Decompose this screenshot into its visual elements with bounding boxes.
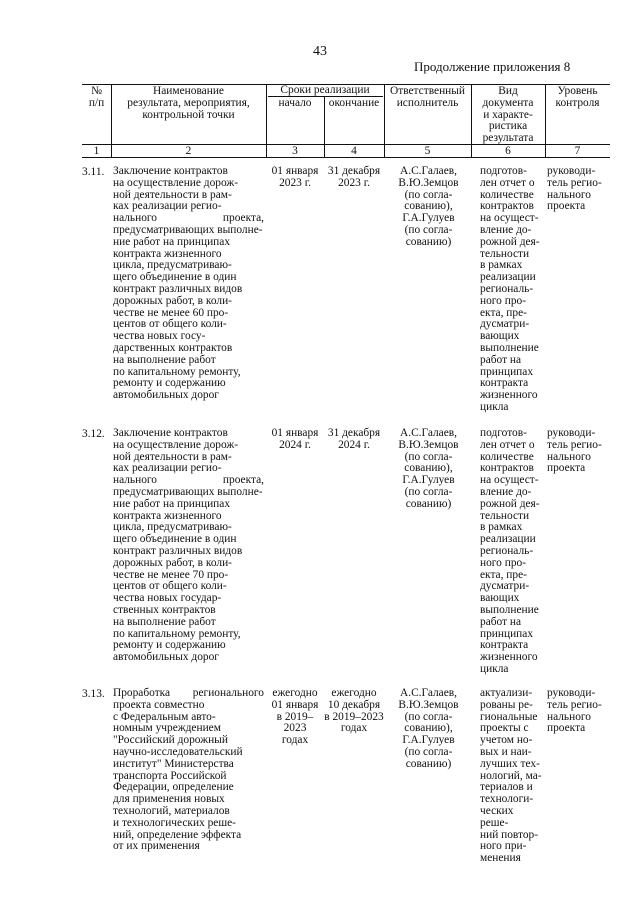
row-control: руководи- тель регио- нального проекта xyxy=(547,427,602,475)
row-name: Заключение контрактов на осуществление дорож- ной деятельности в рам- ках реализации регио- нального проекта, предусматривающих выполне- ние работ на принципах контракта жизненного цикла, предусматриваю- щего объединение в один контракт различных видов дорожных работ, в коли- честве не менее 70 про- центов от общего коли- чества новых государ- ственных контрактов на выполнение работ по капитальному ремонту, ремонту и содержанию автомобильных дорог xyxy=(113,427,264,664)
header-col-end: окончание xyxy=(328,97,380,109)
row-executor: А.С.Галаев, В.Ю.Земцов (по согла- сованию), Г.А.Гулуев (по согла- сованию) xyxy=(398,165,459,248)
row-number: 3.11. xyxy=(82,166,105,178)
row-document: подготов- лен отчет о количестве контрактов на осущест- вление до- рожной дея- тельности в рамках реализации региональ- ного про- екта, пре- дусматри- вающих выполнение работ на принципах контракта жизненного цикла xyxy=(480,165,540,413)
column-number-5: 5 xyxy=(424,145,431,157)
row-end-date: 31 декабря 2024 г. xyxy=(327,427,381,451)
row-control: руководи- тель регио- нального проекта xyxy=(547,165,602,213)
row-end-date: ежегодно 10 декабря в 2019–2023 годах xyxy=(324,687,384,735)
header-timeframe-group: Сроки реализации xyxy=(280,84,370,96)
page-number: 43 xyxy=(313,44,327,59)
header-col-start: начало xyxy=(278,97,312,109)
row-start-date: 01 января 2023 г. xyxy=(271,165,319,189)
header-col-document: Вид документа и характе- ристика результата xyxy=(482,85,534,145)
column-number-4: 4 xyxy=(351,145,357,157)
row-control: руководи- тель регио- нального проекта xyxy=(547,687,602,735)
row-number: 3.12. xyxy=(82,428,105,440)
header-col-executor: Ответственный исполнитель xyxy=(389,85,466,109)
header-col-name: Наименование результата, мероприятия, контрольной точки xyxy=(127,85,250,121)
row-start-date: ежегодно 01 января в 2019–2023 годах xyxy=(271,687,319,747)
header-col-number: № п/п xyxy=(88,85,105,109)
row-document: подготов- лен отчет о количестве контрактов на осущест- вление до- рожной дея- тельности в рамках реализации региональ- ного про- екта, пре- дусматри- вающих выполнение работ на принципах контракта жизненного цикла xyxy=(480,427,540,675)
column-number-2: 2 xyxy=(185,145,192,157)
column-number-6: 6 xyxy=(505,145,511,157)
column-number-3: 3 xyxy=(292,145,298,157)
column-number-7: 7 xyxy=(574,145,581,157)
row-start-date: 01 января 2024 г. xyxy=(271,427,319,451)
row-executor: А.С.Галаев, В.Ю.Земцов (по согла- сованию), Г.А.Гулуев (по согла- сованию) xyxy=(398,427,459,510)
row-executor: А.С.Галаев, В.Ю.Земцов (по согла- сованию), Г.А.Гулуев (по согла- сованию) xyxy=(398,687,459,770)
row-name: Проработка регионального проекта совместно с Федеральным авто- номным учреждением "Российский дорожный научно-исследовательский институт" Министерства транспорта Российской Федерации, определение для применения новых технологий, материалов и технологических реше- ний, определение эффекта от их применения xyxy=(113,687,264,853)
column-numbers-bottom-border xyxy=(82,157,610,158)
row-name: Заключение контрактов на осуществление дорож- ной деятельности в рам- ках реализации регио- нального проекта, предусматривающих выполне- ние работ на принципах контракта жизненного цикла, предусматриваю- щего объединение в один контракт различных видов дорожных работ, в коли- честве не менее 60 про- центов от общего коли- чества новых госу- дарственных контрактов на выполнение работ по капитальному ремонту, ремонту и содержанию автомобильных дорог xyxy=(113,165,264,402)
column-number-1: 1 xyxy=(93,145,100,157)
header-col-control: Уровень контроля xyxy=(555,85,600,109)
row-document: актуализи- рованы ре- гиональные проекты с учетом но- вых и наи- лучших тех- нологий, ма- териалов и технологи- ческих реше- ний повтор- ного при- менения xyxy=(480,687,542,865)
row-number: 3.13. xyxy=(82,688,105,700)
appendix-note: Продолжение приложения 8 xyxy=(414,59,571,74)
row-end-date: 31 декабря 2023 г. xyxy=(327,165,381,189)
